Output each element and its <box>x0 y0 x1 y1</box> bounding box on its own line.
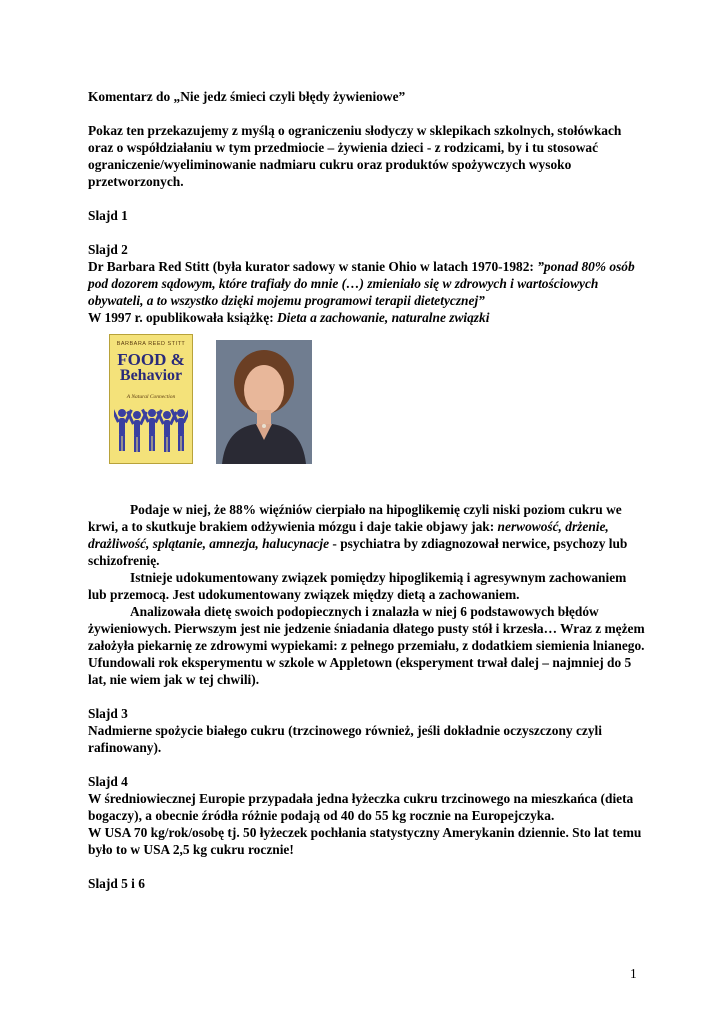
slide56-heading: Slajd 5 i 6 <box>88 876 145 891</box>
intro-paragraph: Pokaz ten przekazujemy z myślą o ograniczeniu słodyczy w sklepikach szkolnych, stołówkach oraz o współdziałaniu w tym przedmiocie – żywienia dzieci - z rodzicami, by i tu stosować ograniczenie/wyeliminowanie nadmiaru cukru oraz produktów spożywczych wysoko przetworzonych. <box>88 123 622 189</box>
slide4-text-2: W USA 70 kg/rok/osobę tj. 50 łyżeczek pochłania statystyczny Amerykanin dziennie. Sto lat temu było to w USA 2,5 kg cukru rocznie! <box>88 825 642 857</box>
document-title: Komentarz do „Nie jedz śmieci czyli błędy żywieniowe” <box>88 89 406 104</box>
slide2-paragraph-1-a: Podaje w niej, że 88% więźniów cierpiało na hipoglikemię czyli niski poziom cukru we krwi, a to skutkuje brakiem odżywienia mózgu i daje takie objawy jak: <box>88 502 622 534</box>
slide3-text: Nadmierne spożycie białego cukru (trzcinowego również, jeśli dokładnie oczyszczony czyli rafinowany). <box>88 723 602 755</box>
slide1-heading: Slajd 1 <box>88 208 128 223</box>
book-cover-subtitle: A Natural Connection <box>126 394 176 400</box>
slide2-paragraph-1-b: - psychiatra by zdiagnozował nerwice, psychozy lub schizofrenię. <box>88 536 628 568</box>
slide2-images <box>88 334 648 484</box>
book-cover-title-line2: Behavior <box>119 367 183 384</box>
slide2-intro-text: Dr Barbara Red Stitt (była kurator sadowy w stanie Ohio w latach 1970-1982: <box>88 259 538 274</box>
slide2-heading: Slajd 2 <box>88 242 128 257</box>
page-number: 1 <box>630 966 637 981</box>
book-cover-author: BARBARA REED STITT <box>116 341 186 347</box>
document-body <box>88 88 648 892</box>
slide2-symptoms: nerwowość, drżenie, drażliwość, splątanie, amnezja, halucynacje <box>88 519 609 551</box>
slide2-book-text: W 1997 r. opublikowała książkę: <box>88 310 277 325</box>
slide2-quote: ”ponad 80% osób pod dozorem sądowym, które trafiały do mnie (…) zmieniało się w zdrowych i wartościowych obywateli, a to wszystko dzięki mojemu programowi terapii dietetycznej” <box>88 259 635 308</box>
slide4-heading: Slajd 4 <box>88 774 128 789</box>
slide2-paragraph-2: Istnieje udokumentowany związek pomiędzy hipoglikemią i agresywnym zachowaniem lub przemocą. Jest udokumentowany związek między dietą a zachowaniem. <box>88 570 627 602</box>
book-cover-figures-illustration <box>114 405 188 457</box>
slide2-book-title: Dieta a zachowanie, naturalne związki <box>277 310 490 325</box>
slide4-text-1: W średniowiecznej Europie przypadała jedna łyżeczka cukru trzcinowego na mieszkańca (dieta bogaczy), a obecnie źródła różnie podają od 40 do 55 kg rocznie na Europejczyka. <box>88 791 634 823</box>
slide3-heading: Slajd 3 <box>88 706 128 721</box>
book-cover-image <box>109 334 193 464</box>
slide2-paragraph-1 <box>88 501 648 569</box>
slide2-book-line <box>88 309 648 326</box>
author-portrait-photo <box>216 340 312 464</box>
book-cover-title-line1: FOOD & <box>117 350 185 369</box>
slide2-paragraph-3: Analizowała dietę swoich podopiecznych i znalazła w niej 6 podstawowych błędów żywieniowych. Pierwszym jest nie jedzenie śniadania dłatego pusty stół i krzesła… Wraz z mężem założyła piekarnię ze zdrowymi wypiekami: z pełnego przemiału, z dodatkiem siemienia lnianego. Ufundowali rok eksperymentu w szkole w Appletown (eksperyment trwał dalej – najmniej do 5 lat, nie wiem jak w tej chwili). <box>88 604 645 687</box>
slide2-intro <box>88 258 648 309</box>
